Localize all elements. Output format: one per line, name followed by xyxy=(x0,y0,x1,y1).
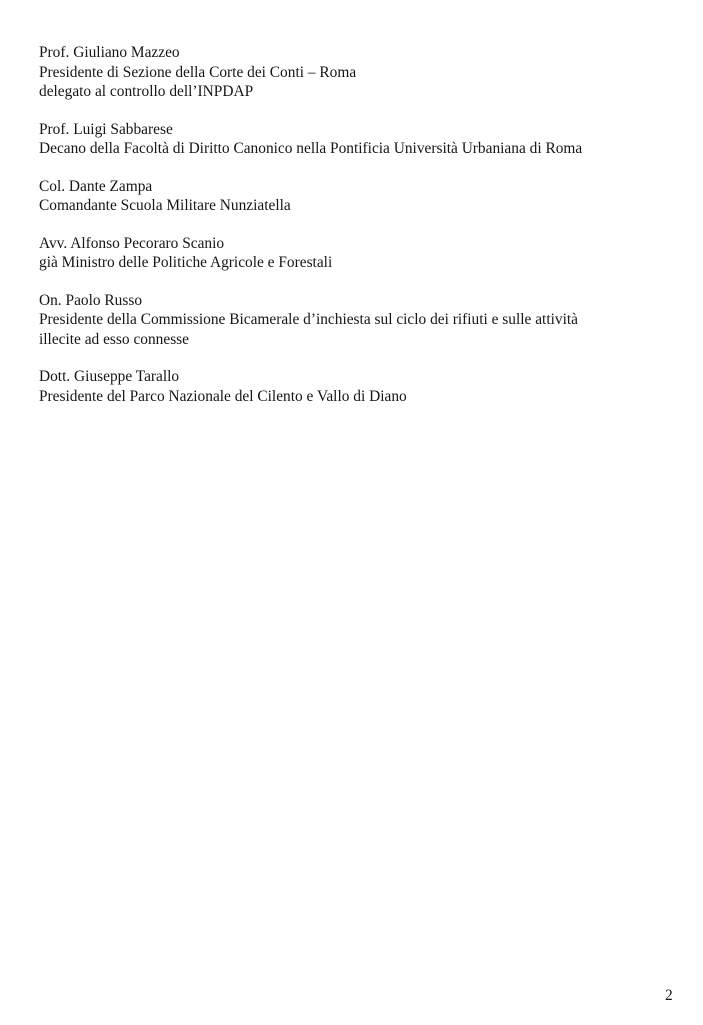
participant-title: Decano della Facoltà di Diritto Canonico nella Pontificia Università Urbaniana di Roma xyxy=(39,140,583,157)
participant-entry xyxy=(39,177,669,216)
participant-entry xyxy=(39,291,669,350)
page-number: 2 xyxy=(665,987,673,1004)
participant-name: Dott. Giuseppe Tarallo xyxy=(39,368,180,385)
participant-name: Prof. Giuliano Mazzeo xyxy=(39,44,180,61)
participant-entry xyxy=(39,234,669,273)
participant-title: Presidente di Sezione della Corte dei Conti – Roma xyxy=(39,63,357,81)
participant-name: Avv. Alfonso Pecoraro Scanio xyxy=(39,234,225,252)
participant-title: Comandante Scuola Militare Nunziatella xyxy=(39,197,291,214)
participants-list xyxy=(39,43,669,424)
participant-entry xyxy=(39,120,669,159)
participant-entry xyxy=(39,43,669,102)
participant-title: Presidente del Parco Nazionale del Cilento e Vallo di Diano xyxy=(39,387,407,405)
participant-title: illecite ad esso connesse xyxy=(39,330,190,348)
participant-title: delegato al controllo dell’INPDAP xyxy=(39,83,254,100)
participant-title: Presidente della Commissione Bicamerale d’inchiesta sul ciclo dei rifiuti e sulle attività xyxy=(39,311,578,328)
participant-name: Col. Dante Zampa xyxy=(39,177,153,195)
participant-name: On. Paolo Russo xyxy=(39,291,143,309)
participant-title: già Ministro delle Politiche Agricole e Forestali xyxy=(39,254,333,271)
participant-name: Prof. Luigi Sabbarese xyxy=(39,120,173,138)
participant-entry xyxy=(39,367,669,406)
